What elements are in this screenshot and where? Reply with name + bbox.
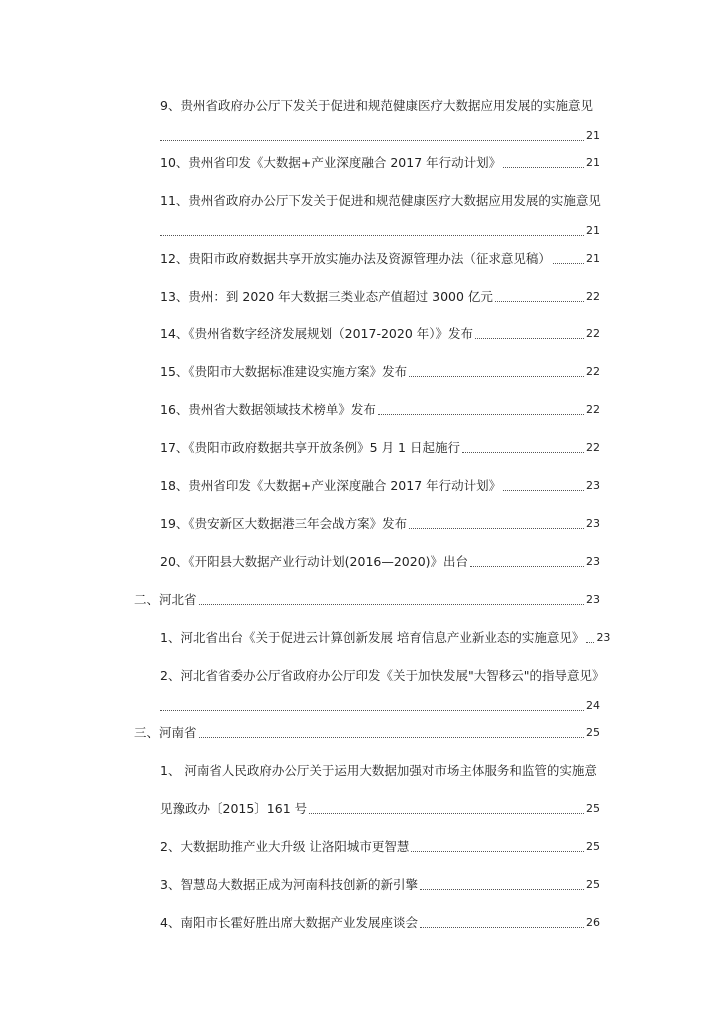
toc-page-number: 21 [586,156,600,169]
leader-dots [470,566,584,567]
toc-entry-title: 20、《开阳县大数据产业行动计划(2016—2020)》出台 [160,554,469,569]
leader-dots [462,452,584,453]
leader-dots [199,737,584,738]
toc-entry-title: 15、《贵阳市大数据标准建设实施方案》发布 [160,364,408,379]
toc-entry[interactable] [160,801,600,817]
toc-page-number: 23 [586,479,600,492]
toc-page-number: 23 [586,593,600,606]
toc-entry[interactable] [160,630,611,646]
toc-entry-title[interactable]: 1、 河南省人民政府办公厅关于运用大数据加强对市场主体服务和监管的实施意 [160,763,597,778]
toc-page-number: 22 [586,327,600,340]
toc-entry-title[interactable]: 11、贵州省政府办公厅下发关于促进和规范健康医疗大数据应用发展的实施意见 [160,193,601,208]
toc-entry-title: 14、《贵州省数字经济发展规划（2017-2020 年）》发布 [160,326,474,341]
toc-entry-title: 16、贵州省大数据领域技术榜单》发布 [160,402,376,417]
toc-entry-title[interactable]: 2、河北省省委办公厅省政府办公厅印发《关于加快发展"大智移云"的指导意见》 [160,668,605,683]
toc-page-number: 22 [586,365,600,378]
leader-dots [409,376,584,377]
toc-section-title: 三、河南省 [134,725,197,740]
toc-entry[interactable] [160,223,600,239]
toc-entry[interactable] [160,877,600,893]
leader-dots [503,167,584,168]
toc-entry-title-continued: 见豫政办〔2015〕161 号 [160,801,308,816]
toc-entry-title: 17、《贵阳市政府数据共享开放条例》5 月 1 日起施行 [160,440,460,455]
toc-entry-title: 18、贵州省印发《大数据+产业深度融合 2017 年行动计划》 [160,478,502,493]
toc-page-number: 22 [586,290,600,303]
toc-entry[interactable] [160,289,600,305]
toc-page-number: 21 [586,129,600,142]
leader-dots [409,528,584,529]
toc-page-number: 23 [596,631,611,644]
toc-entry-title: 10、贵州省印发《大数据+产业深度融合 2017 年行动计划》 [160,155,502,170]
toc-page-number: 23 [586,555,600,568]
toc-entry-title: 12、贵阳市政府数据共享开放实施办法及资源管理办法（征求意见稿） [160,251,551,266]
leader-dots [420,927,584,928]
leader-dots [309,813,584,814]
leader-dots [378,414,584,415]
toc-entry[interactable] [160,326,600,342]
toc-page-number: 22 [586,441,600,454]
toc-entry[interactable] [160,516,600,532]
toc-page-number: 22 [586,403,600,416]
leader-dots [160,235,584,236]
toc-entry-title: 4、南阳市长霍好胜出席大数据产业发展座谈会 [160,915,418,930]
toc-entry[interactable] [160,698,600,714]
leader-dots [160,710,584,711]
toc-section[interactable] [134,592,600,608]
leader-dots [475,338,584,339]
toc-entry[interactable] [160,128,600,144]
toc-entry[interactable] [160,478,600,494]
leader-dots [503,490,584,491]
toc-entry[interactable] [160,440,600,456]
toc-page-number: 25 [586,840,600,853]
toc-entry[interactable] [160,251,600,267]
toc-page-number: 26 [586,916,600,929]
toc-entry[interactable] [160,839,600,855]
leader-dots [160,140,584,141]
toc-section-title: 二、河北省 [134,592,197,607]
toc-section[interactable] [134,725,600,741]
toc-page-number: 25 [586,878,600,891]
toc-page-number: 23 [586,517,600,530]
leader-dots [495,301,584,302]
toc-entry-title: 2、大数据助推产业大升级 让洛阳城市更智慧 [160,839,410,854]
toc-entry-title: 1、河北省出台《关于促进云计算创新发展 培育信息产业新业态的实施意见》 [160,630,585,645]
toc-page-number: 24 [586,699,600,712]
toc-page-number: 25 [586,802,600,815]
toc-page-number: 21 [586,224,600,237]
leader-dots [199,604,584,605]
leader-dots [586,642,594,643]
leader-dots [411,851,584,852]
toc-page-number: 21 [586,252,600,265]
toc-entry[interactable] [160,915,600,931]
toc-entry[interactable] [160,402,600,418]
toc-page-number: 25 [586,726,600,739]
leader-dots [420,889,584,890]
toc-entry[interactable] [160,364,600,380]
toc-entry-title: 19、《贵安新区大数据港三年会战方案》发布 [160,516,408,531]
toc-entry-title: 13、贵州：到 2020 年大数据三类业态产值超过 3000 亿元 [160,289,493,304]
toc-entry[interactable] [160,554,600,570]
leader-dots [553,263,584,264]
toc-entry[interactable] [160,155,600,171]
toc-entry-title[interactable]: 9、贵州省政府办公厅下发关于促进和规范健康医疗大数据应用发展的实施意见 [160,98,593,113]
toc-entry-title: 3、智慧岛大数据正成为河南科技创新的新引擎 [160,877,418,892]
